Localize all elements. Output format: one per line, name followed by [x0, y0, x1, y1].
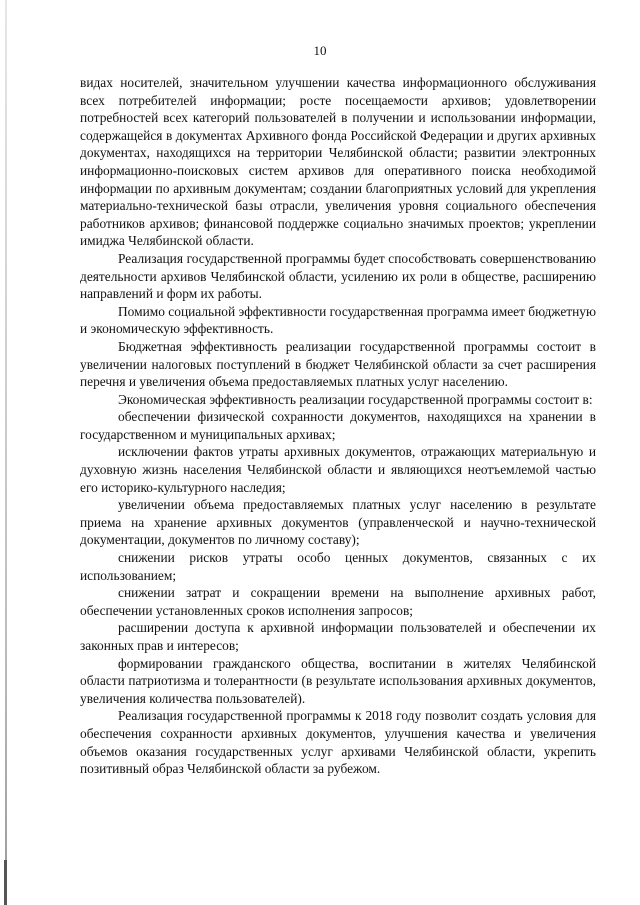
list-item: обеспечении физической сохранности документов, находящихся на хранении в государственном и муниципальных архивах;	[80, 409, 596, 442]
list-item: формировании гражданского общества, воспитании в жителях Челябинской области патриотизма и толерантности (в результате использования архивных документов, увеличения количества пользователей).	[80, 655, 596, 706]
list-item: снижении рисков утраты особо ценных документов, связанных с их использованием;	[80, 550, 596, 583]
list-item: снижении затрат и сокращении времени на выполнение архивных работ, обеспечении установленных сроков исполнения запросов;	[80, 585, 596, 618]
list-item: увеличении объема предоставляемых платных услуг населению в результате приема на хранение архивных документов (управленческой и научно-технической документации, документов по личному составу);	[80, 497, 596, 548]
page-number: 10	[313, 43, 327, 58]
paragraph-continuation: видах носителей, значительном улучшении качества информационного обслуживания всех потребителей информации; росте посещаемости архивов; удовлетворении потребностей всех категорий пользователей в получении и использовании информации, содержащейся в документах Архивного фонда Российской Федерации и других архивных документах, находящихся на территории Челябинской области; развитии электронных информационно-поисковых систем архивов для оперативного поиска необходимой информации по архивным документам; создании благоприятных условий для укрепления материально-технической базы отрасли, увеличения уровня социального обеспечения работников архивов; финансовой поддержке социально значимых проектов; укреплении имиджа Челябинской области.	[80, 75, 596, 249]
scan-edge-shadow	[5, 0, 7, 905]
paragraph-efficiency-intro: Помимо социальной эффективности государственная программа имеет бюджетную и экономическую эффективность.	[80, 303, 596, 337]
scan-edge-mark	[4, 860, 7, 905]
list-item: расширении доступа к архивной информации пользователей и обеспечении их законных прав и интересов;	[80, 620, 596, 653]
document-body	[80, 74, 596, 778]
paragraph-economic-efficiency-intro: Экономическая эффективность реализации государственной программы состоит в:	[118, 391, 593, 407]
list-item: исключении фактов утраты архивных документов, отражающих материальную и духовную жизнь населения Челябинской области и являющихся неотъемлемой частью его историко-культурного наследия;	[80, 444, 596, 495]
paragraph-program-contribution: Реализация государственной программы будет способствовать совершенствованию деятельности архивов Челябинской области, усилению их роли в обществе, расширению направлений и форм их работы.	[80, 250, 596, 302]
paragraph-conclusion: Реализация государственной программы к 2018 году позволит создать условия для обеспечения сохранности архивных документов, улучшения качества и увеличения объемов оказания государственных услуг архивами Челябинской области, укрепить позитивный образ Челябинской области за рубежом.	[80, 708, 596, 777]
paragraph-budget-efficiency: Бюджетная эффективность реализации государственной программы состоит в увеличении налоговых поступлений в бюджет Челябинской области за счет расширения перечня и увеличения объема предоставляемых платных услуг населению.	[80, 338, 596, 390]
